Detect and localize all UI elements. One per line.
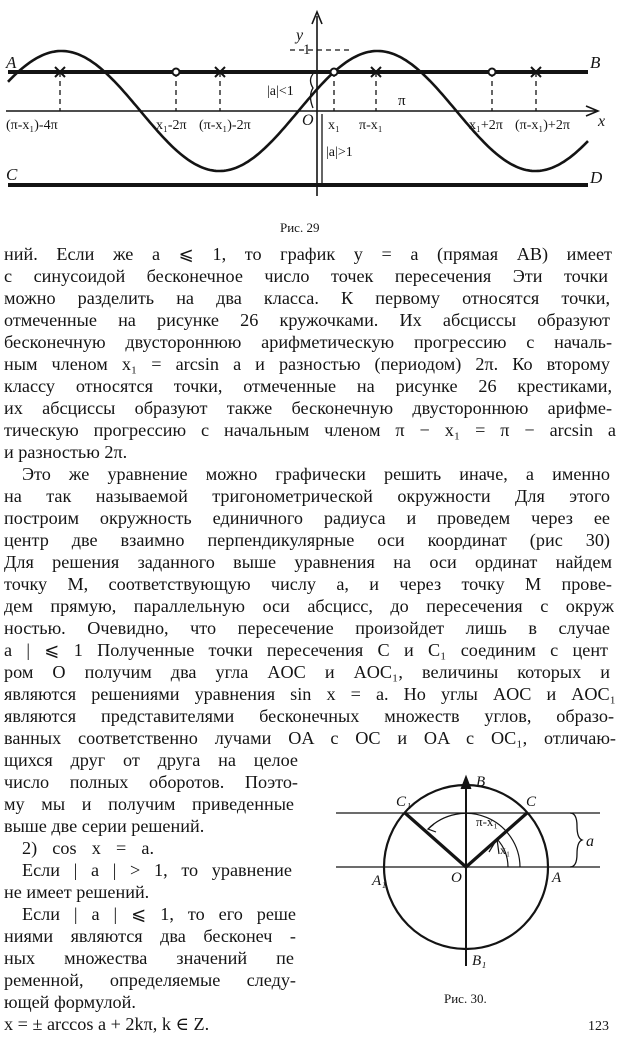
text-line: 2) cos x = a. [22, 838, 154, 858]
label-d: D [590, 168, 603, 187]
label-o: O [451, 870, 462, 886]
text-line: x = ± arccos a + 2kπ, k ∈ Z. [4, 1014, 210, 1034]
text-line: Если | a | ⩽ 1, то его реше [22, 904, 296, 924]
text-line: ний. Если же a ⩽ 1, то график y = a (прямая AB) имеет [4, 244, 612, 264]
label-x1: x₁ [500, 843, 511, 857]
text-line: точку M, соответствующую числу a, и через точку M прове- [4, 574, 612, 594]
text-line: a | ⩽ 1 Полученные точки пересечения C и C₁ соединим с цент [4, 640, 608, 660]
text-line: щихся друг от друга на целое [4, 750, 298, 770]
figure-29-caption: Рис. 29 [280, 220, 320, 235]
label-a-point: A [552, 870, 562, 886]
text-line: с синусоидой бесконечное число точек пересечения Эти точки [4, 266, 608, 286]
text-line: выше две серии решений. [4, 816, 205, 836]
figure-30-unit-circle [330, 772, 620, 988]
label-x: x [598, 113, 606, 130]
label-one: 1 [303, 42, 311, 58]
text-line: число полных оборотов. Поэто- [4, 772, 298, 792]
label-abs-a-gt-1: |a|>1 [326, 145, 353, 160]
text-line: ванных соответственно лучами OA с OC и OA с OC₁, отличаю- [4, 728, 616, 748]
abs-a-lt-1-brace [311, 74, 314, 108]
text-line: ностью. Очевидно, что пересечение произойдет лишь в случае [4, 618, 610, 638]
page-number: 123 [588, 1019, 609, 1034]
label-b: B [590, 53, 601, 72]
text-line: ющей формулой. [4, 992, 136, 1012]
label-pi-minus-x1: π-x₁ [476, 814, 498, 829]
label-a: a [586, 833, 594, 850]
text-line: классу относятся точки, отмеченные на рисунке 26 крестиками, [4, 376, 612, 396]
brace-a [570, 813, 582, 867]
vertical-axis-arrow [461, 776, 471, 789]
text-line: бесконечную двустороннюю арифметическую прогрессию с началь- [4, 332, 612, 352]
tick-label-3: (π-x₁)-2π [199, 118, 251, 133]
tick-label-2: x₁-2π [156, 118, 187, 133]
label-c: C [526, 794, 537, 810]
text-line: Это же уравнение можно графически решить иначе, а именно [22, 464, 610, 484]
label-a: A [6, 53, 17, 72]
label-c: C [6, 165, 18, 184]
text-line: и разностью 2π. [4, 442, 128, 462]
label-abs-a-lt-1: |a|<1 [267, 84, 294, 99]
text-line: являются представителями бесконечных множеств углов, образо- [4, 706, 614, 726]
label-pi: π [398, 93, 406, 109]
tick-label-5: π-x₁ [359, 118, 383, 133]
text-line: построим окружность единичного радиуса и проведем через ее [4, 508, 610, 528]
text-line: на так называемой тригонометрической окружности Для этого [4, 486, 610, 506]
text-line: Для решения заданного выше уравнения на оси ординат найдем [4, 552, 612, 572]
label-b1: B₁ [472, 953, 487, 969]
text-line: центр две взаимно перпендикулярные оси координат (рис 30) [4, 530, 610, 550]
text-line: ременной, определяемые следу- [4, 970, 296, 990]
intersection-dashes [60, 72, 536, 111]
text-line: Если | a | > 1, то уравнение [22, 860, 292, 880]
text-line: ниями являются два бесконеч - [4, 926, 296, 946]
text-line: ных множества значений пе [4, 948, 294, 968]
figure-30-caption: Рис. 30. [444, 991, 487, 1006]
text-line: их абсциссы образуют также бесконечную двустороннюю арифме- [4, 398, 612, 418]
tick-label-7: (π-x₁)+2π [515, 118, 570, 133]
label-c1: C₁ [396, 794, 412, 810]
text-line: являются решениями уравнения sin x = a. Но углы AOC и AOC₁ [4, 684, 616, 704]
text-line: можно разделить на два класса. К первому относятся точки, [4, 288, 610, 308]
figure-29-sine-graph [0, 0, 620, 210]
text-line: не имеет решений. [4, 882, 150, 902]
label-a1: A₁ [372, 873, 387, 889]
text-line: ным членом x₁ = arcsin a и разностью (периодом) 2π. Ко второму [4, 354, 610, 374]
text-line: ром O получим два угла AOC и AOC₁, величины которых и [4, 662, 611, 682]
label-y: y [296, 27, 304, 44]
text-line: отмеченные на рисунке 26 кружочками. Их абсциссы образуют [4, 310, 610, 330]
tick-label-6: x₁+2π [469, 118, 503, 133]
label-b: B [476, 774, 486, 790]
text-line: му мы и получим приведенные [4, 794, 294, 814]
text-line: тическую прогрессию с начальным членом π − x₁ = π − arcsin a [4, 420, 616, 440]
tick-label-4: x₁ [328, 118, 340, 133]
tick-label-1: (π-x₁)-4π [6, 118, 58, 133]
radius-oc1 [405, 813, 466, 867]
angle-pi-minus-x1-arrow [428, 824, 436, 832]
label-origin: O [302, 112, 314, 129]
text-line: дем прямую, параллельную оси абсцисс, до пересечения с окруж [4, 596, 614, 616]
